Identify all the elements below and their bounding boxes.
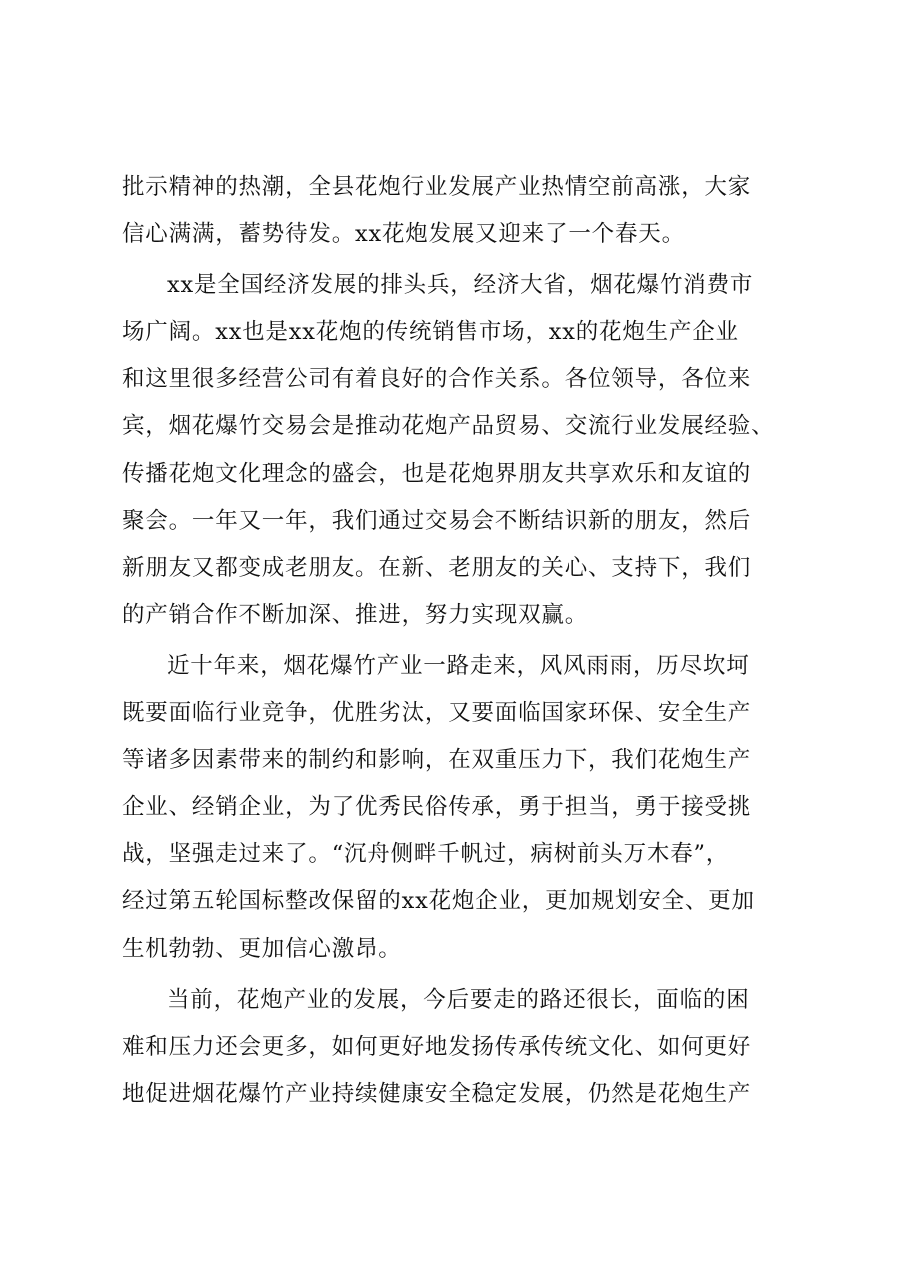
- text-line: 传播花炮文化理念的盛会，也是花炮界朋友共享欢乐和友谊的: [122, 460, 752, 487]
- text-line: 既要面临行业竞争，优胜劣汰，又要面临国家环保、安全生产: [122, 700, 752, 727]
- text-line: xx是全国经济发展的排头兵，经济大省，烟花爆竹消费市: [167, 272, 754, 299]
- text-line: 聚会。一年又一年，我们通过交易会不断结识新的朋友，然后: [122, 507, 752, 534]
- text-line: 生机勃勃、更加信心激昂。: [122, 935, 402, 962]
- text-line: 当前，花炮产业的发展，今后要走的路还很长，面临的困: [167, 986, 750, 1013]
- text-line: 信心满满，蓄势待发。xx花炮发展又迎来了一个春天。: [122, 221, 685, 248]
- paragraph-3: [122, 643, 822, 973]
- text-line: 的产销合作不断加深、推进，努力实现双赢。: [122, 601, 589, 628]
- text-line: 地促进烟花爆竹产业持续健康安全稳定发展，仍然是花炮生产: [122, 1080, 752, 1107]
- text-line: 难和压力还会更多，如何更好地发扬传承传统文化、如何更好: [122, 1033, 752, 1060]
- text-line: 和这里很多经营公司有着良好的合作关系。各位领导，各位来: [122, 366, 752, 393]
- text-line: 宾，烟花爆竹交易会是推动花炮产品贸易、交流行业发展经验、: [122, 413, 775, 440]
- text-line: 新朋友又都变成老朋友。在新、老朋友的关心、支持下，我们: [122, 554, 752, 581]
- text-line: 企业、经销企业，为了优秀民俗传承，勇于担当，勇于接受挑: [122, 794, 752, 821]
- paragraph-1: [122, 164, 822, 258]
- text-line: 战，坚强走过来了。“沉舟侧畔千帆过，病树前头万木春”，: [122, 841, 730, 868]
- text-line: 近十年来，烟花爆竹产业一路走来，风风雨雨，历尽坎坷: [167, 652, 750, 679]
- text-line: 经过第五轮国标整改保留的xx花炮企业，更加规划安全、更加: [122, 888, 755, 915]
- paragraph-4: [122, 977, 822, 1118]
- text-line: 场广阔。xx也是xx花炮的传统销售市场，xx的花炮生产企业: [122, 319, 739, 346]
- paragraph-2: [122, 262, 822, 639]
- body-text: [122, 164, 822, 1118]
- text-line: 等诸多因素带来的制约和影响，在双重压力下，我们花炮生产: [122, 747, 752, 774]
- text-line: 批示精神的热潮，全县花炮行业发展产业热情空前高涨，大家: [122, 174, 752, 200]
